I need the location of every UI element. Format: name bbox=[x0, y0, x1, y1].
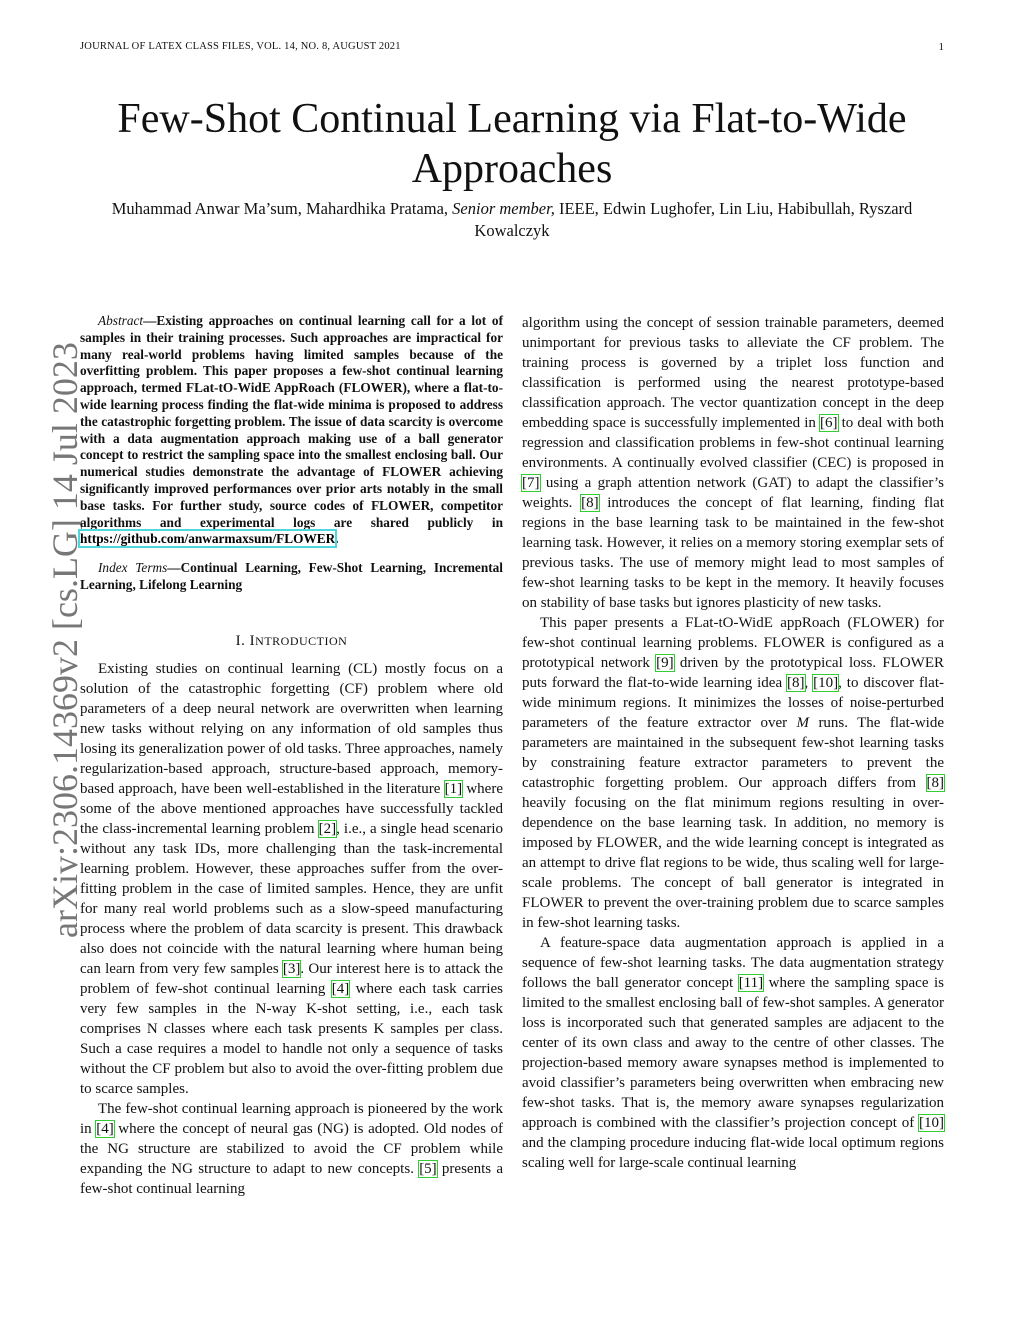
abstract-end: . bbox=[335, 531, 339, 547]
text-run: The few-shot continual learning approach is pioneered by the work in bbox=[80, 1100, 503, 1137]
citation-link[interactable]: [7] bbox=[522, 475, 540, 491]
github-link[interactable]: https://github.com/anwarmaxsum/FLOWER bbox=[80, 531, 336, 547]
abstract-label: Abstract bbox=[98, 313, 144, 328]
math-variable: M bbox=[796, 715, 810, 731]
text-run: , bbox=[804, 675, 814, 691]
text-run: , i.e., a single head scenario without any task IDs, more challenging than the task-incremental learning problem. However, these approaches suffer from the over-fitting problem in the case of limited samples. Hence, they are unfit for many real world problems such as a slow-speed manufacturing process where the problem of data scarcity is present. This drawback also does not coincide with the natural learning where human being can learn from very few samples bbox=[80, 820, 503, 977]
paper-title: Few-Shot Continual Learning via Flat-to-Wide Approaches bbox=[117, 96, 907, 192]
citation-link[interactable]: [2] bbox=[318, 820, 337, 837]
left-column bbox=[80, 313, 503, 1199]
abstract-text: —Existing approaches on continual learning call for a lot of samples in their training processes. Such approaches are impractical for many real-world problems having limited samples because of the overfitting problem. This paper proposes a few-shot continual learning approach, termed FLat-tO-WidE AppRoach (FLOWER), where a flat-to-wide learning process finding the flat-wide minima is proposed to address the catastrophic forgetting problem. The issue of data scarcity is overcome with a data augmentation approach making use of a ball generator concept to restrict the sampling space into the smallest enclosing ball. Our numerical studies demonstrate the advantage of FLOWER achieving significantly improved performances over prior arts notably in the small base tasks. For further study, source codes of FLOWER, competitor algorithms and experimental logs are shared publicly in bbox=[80, 313, 503, 530]
citation-link[interactable]: [10] bbox=[919, 1115, 944, 1131]
right-paragraph-1 bbox=[522, 313, 944, 613]
text-run: presents a few-shot continual learning bbox=[80, 1160, 503, 1197]
citation-link[interactable]: [4] bbox=[331, 980, 350, 997]
right-paragraph-3 bbox=[522, 933, 944, 1173]
text-run: using a graph attention network (GAT) to adapt the classifier’s weights. bbox=[522, 475, 944, 511]
citation-link[interactable]: [3] bbox=[282, 960, 301, 977]
authors-part-1: Muhammad Anwar Ma’sum, Mahardhika Pratama, bbox=[111, 199, 449, 218]
text-run: introduces the concept of flat learning, finding flat regions in the base learning task to be maintained in the few-shot learning task. However, it relies on a memory storing exemplar sets of previous tasks. The use of memory might lead to most samples of few-shot learning tasks to be kept in the memory. It heavily focuses on stability of base tasks but ignores plasticity of new tasks. bbox=[522, 495, 944, 611]
arxiv-identifier: arXiv:2306.14369v2 [cs.LG] 14 Jul 2023 bbox=[45, 342, 85, 938]
text-run: runs. The flat-wide parameters are maintained in the subsequent few-shot learning tasks by constraining feature extractor parameters to prevent the catastrophic forgetting problem. Our approach differs from bbox=[522, 715, 944, 791]
citation-link[interactable]: [5] bbox=[419, 1160, 437, 1177]
section-heading-introduction bbox=[80, 631, 503, 651]
text-run: heavily focusing on the flat minimum regions resulting in over-dependence on the base learning task. In addition, no memory is imposed by FLOWER, and the wide learning concept is integrated as an attempt to drive flat regions to be wide, thus scaling well for large-scale problems. The concept of ball generator is integrated in FLOWER to prevent the over-training problem due to scarce samples in few-shot learning tasks. bbox=[522, 795, 944, 931]
right-paragraph-2 bbox=[522, 613, 944, 933]
text-run: algorithm using the concept of session trainable parameters, deemed unimportant for previous tasks to alleviate the CF problem. The training process is governed by a triplet loss function and classification is performed using the nearest prototype-based classification approach. The vector quantization concept in the deep embedding space is successfully implemented in bbox=[522, 315, 944, 431]
running-head: JOURNAL OF LATEX CLASS FILES, VOL. 14, NO. 8, AUGUST 2021 bbox=[80, 41, 401, 52]
citation-link[interactable]: [11] bbox=[738, 975, 764, 991]
section-title-rest: NTRODUCTION bbox=[255, 633, 348, 648]
intro-paragraph-2 bbox=[80, 1099, 503, 1199]
index-terms-label: Index Terms bbox=[98, 560, 168, 576]
index-terms bbox=[80, 560, 503, 594]
text-run: . Our interest here is to attack the problem of few-shot continual learning bbox=[80, 960, 503, 997]
text-run: where each task carries very few samples in the N-way K-shot setting, i.e., each task comprises N classes where each task presents K samples per class. Such a case requires a model to handle not only a sequence of tasks without the CF problem but also to avoid the over-fitting problem due to scarce samples. bbox=[80, 980, 504, 1097]
text-run: This paper presents a FLat-tO-WidE appRoach (FLOWER) for few-shot continual learning problems. FLOWER is configured as a prototypical network bbox=[522, 615, 944, 671]
citation-link[interactable]: [4] bbox=[96, 1120, 114, 1137]
citation-link[interactable]: [8] bbox=[581, 495, 599, 511]
citation-link[interactable]: [1] bbox=[444, 780, 463, 797]
right-column bbox=[522, 313, 944, 1173]
citation-link[interactable]: [6] bbox=[820, 415, 838, 431]
text-run: driven by the prototypical loss. FLOWER puts forward the flat-to-wide learning idea bbox=[522, 655, 944, 691]
section-numeral: I. I bbox=[235, 632, 256, 649]
text-run: and the clamping procedure inducing flat-wide local optimum regions scaling well for large-scale continual learning bbox=[522, 1135, 944, 1171]
index-terms-text: —Continual Learning, Few-Shot Learning, Incremental Learning, Lifelong Learning bbox=[80, 560, 503, 592]
text-run: where the sampling space is limited to the smallest enclosing ball of few-shot samples. A generator loss is incorporated such that generated samples are adjacent to the center of its own class and away to the centre of other classes. The projection-based memory aware synapses method is implemented to avoid classifier’s parameters being overwritten when embracing new few-shot tasks. That is, the memory aware synapses regularization approach is combined with the classifier’s projection concept of bbox=[522, 975, 945, 1131]
citation-link[interactable]: [10] bbox=[813, 675, 839, 691]
citation-link[interactable]: [9] bbox=[656, 655, 674, 671]
authors-part-2: IEEE, Edwin Lughofer, Lin Liu, Habibullah, Ryszard Kowalczyk bbox=[474, 199, 913, 240]
citation-link[interactable]: [8] bbox=[926, 775, 944, 791]
author-list bbox=[80, 198, 944, 242]
text-run: where some of the above mentioned approaches have successfully tackled the class-incremental learning problem bbox=[80, 780, 503, 837]
page-number: 1 bbox=[938, 41, 944, 53]
abstract bbox=[80, 313, 503, 548]
intro-paragraph-1 bbox=[80, 659, 503, 1099]
authors-senior-member: Senior member, bbox=[452, 199, 555, 218]
text-run: Existing studies on continual learning (CL) mostly focus on a solution of the catastrophic forgetting (CF) problem where old parameters of a deep neural network are overwritten when learning new tasks without relying on any information of old samples thus losing its generalization power of old tasks. Three approaches, namely regularization-based approach, structure-based approach, memory-based approach, have been well-established in the literature bbox=[80, 660, 503, 797]
text-run: to deal with both regression and classification problems in few-shot continual learning environments. A continually evolved classifier (CEC) is proposed in bbox=[522, 415, 944, 471]
text-run: A feature-space data augmentation approach is applied in a sequence of few-shot learning tasks. The data augmentation strategy follows the ball generator concept bbox=[522, 935, 944, 991]
text-run: where the concept of neural gas (NG) is adopted. Old nodes of the NG structure are stabilized to avoid the CF problem while expanding the NG structure to adapt to new concepts. bbox=[80, 1120, 503, 1177]
text-run: , to discover flat-wide minimum regions. It minimizes the losses of noise-perturbed parameters of the feature extractor over bbox=[522, 675, 945, 731]
citation-link[interactable]: [8] bbox=[787, 675, 805, 691]
